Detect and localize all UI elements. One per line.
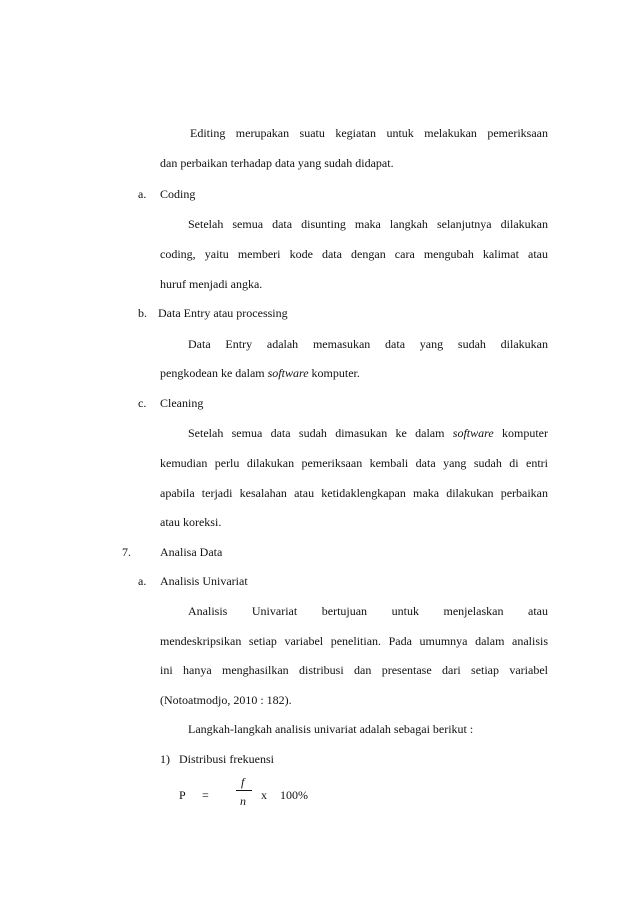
cleaning-line-1	[188, 426, 548, 440]
entry-line-2	[160, 366, 360, 380]
univariate-line-4: (Notoatmodjo, 2010 : 182).	[160, 693, 292, 707]
entry-line-2-emphasis: software	[267, 366, 309, 380]
formula-numerator: f	[241, 775, 245, 789]
formula-percent: 100%	[280, 788, 308, 802]
cleaning-line-1-pre: Setelah semua data sudah dimasukan ke dalam	[188, 426, 453, 440]
intro-line-2: dan perbaikan terhadap data yang sudah didapat.	[160, 156, 394, 170]
coding-heading: Coding	[160, 187, 196, 201]
entry-marker: b.	[138, 306, 147, 320]
analysis-heading: Analisa Data	[160, 545, 223, 559]
univariate-line-1: Analisis Univariat bertujuan untuk menjelaskan atau	[188, 604, 548, 618]
entry-line-2-pre: pengkodean ke dalam	[160, 366, 268, 380]
univariate-heading: Analisis Univariat	[160, 574, 248, 588]
formula-denominator: n	[240, 794, 246, 808]
cleaning-line-2: kemudian perlu dilakukan pemeriksaan kembali data yang sudah di entri	[160, 456, 548, 470]
univariate-line-3: ini hanya menghasilkan distribusi dan presentase dari setiap variabel	[160, 663, 548, 677]
coding-line-1: Setelah semua data disunting maka langkah selanjutnya dilakukan	[188, 217, 548, 231]
cleaning-line-1-post: komputer	[493, 426, 548, 440]
cleaning-line-3: apabila terjadi kesalahan atau ketidaklengkapan maka dilakukan perbaikan	[160, 486, 548, 500]
univariate-line-5: Langkah-langkah analisis univariat adalah sebagai berikut :	[188, 722, 474, 736]
formula-lhs: P	[179, 788, 186, 802]
entry-line-1: Data Entry adalah memasukan data yang sudah dilakukan	[188, 337, 548, 351]
univariate-marker: a.	[138, 574, 147, 588]
formula-times: x	[261, 788, 267, 802]
entry-heading: Data Entry atau processing	[158, 306, 288, 320]
analysis-marker: 7.	[122, 545, 131, 559]
intro-line-1: Editing merupakan suatu kegiatan untuk melakukan pemeriksaan	[190, 126, 548, 140]
coding-line-3: huruf menjadi angka.	[160, 277, 263, 291]
cleaning-marker: c.	[138, 396, 147, 410]
formula-fraction-bar	[236, 790, 252, 791]
cleaning-heading: Cleaning	[160, 396, 204, 410]
coding-marker: a.	[138, 187, 147, 201]
entry-line-2-post: komputer.	[308, 366, 360, 380]
univariate-line-2: mendeskripsikan setiap variabel penelitian. Pada umumnya dalam analisis	[160, 634, 548, 648]
frequency-heading: Distribusi frekuensi	[179, 752, 274, 766]
cleaning-line-1-emphasis: software	[452, 426, 494, 440]
formula-equals: =	[202, 788, 209, 802]
frequency-marker: 1)	[160, 752, 170, 766]
cleaning-line-4: atau koreksi.	[160, 515, 222, 529]
coding-line-2: coding, yaitu memberi kode data dengan cara mengubah kalimat atau	[160, 247, 548, 261]
